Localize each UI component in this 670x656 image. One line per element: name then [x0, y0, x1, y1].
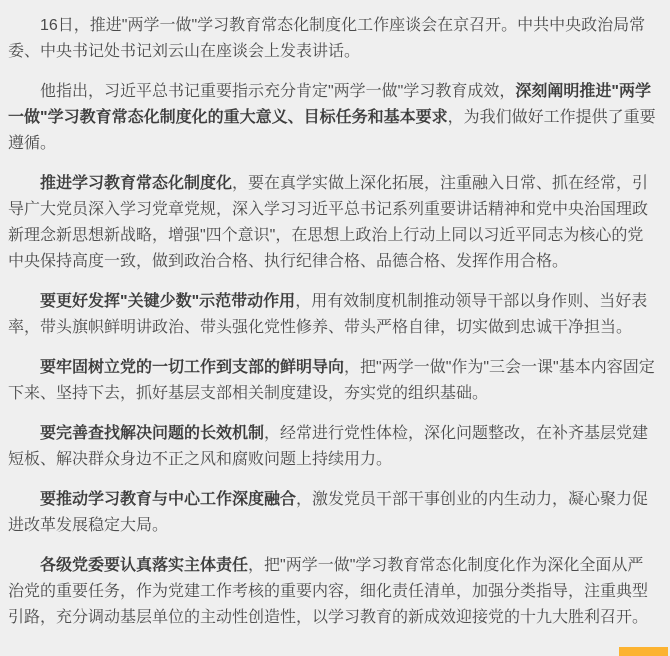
paragraph-text: ，把"两学一做"作为"三会一课"基本内容固定下来、坚持下去，抓好基层支部相关制度建设，夯实党的组织基础。	[8, 359, 655, 402]
paragraph-text: ，要在真学实做上深化拓展，注重融入日常、抓在经常，引导广大党员深入学习党章党规，深入学习习近平总书记系列重要讲话精神和党中央治国理政新理念新思想新战略，增强"四个意识"，在思想上政治上行动上同以习近平同志为核心的党中央保持高度一致，做到政治合格、执行纪律合格、品德合格、发挥作用合格。	[8, 175, 649, 270]
paragraph-lead-bold: 各级党委要认真落实主体责任	[40, 557, 249, 574]
paragraph-lead-bold: 深刻阐明推进"两学一做"学习教育常态化制度化的重大意义、目标任务和基本要求	[8, 83, 651, 126]
paragraph	[8, 171, 658, 275]
paragraph	[8, 421, 658, 473]
paragraph-lead-bold: 要完善查找解决问题的长效机制	[40, 425, 265, 442]
paragraph	[8, 13, 658, 65]
paragraph-text: ，把"两学一做"学习教育常态化制度化作为深化全面从严治党的重要任务，作为党建工作考核的重要内容，细化责任清单，加强分类指导，注重典型引路，充分调动基层单位的主动性创造性，以学习教育的新成效迎接党的十九大胜利召开。	[8, 557, 649, 626]
paragraph-lead-bold: 推进学习教育常态化制度化	[40, 175, 233, 192]
paragraph-lead-bold: 要牢固树立党的一切工作到支部的鲜明导向	[40, 359, 345, 376]
paragraph	[8, 553, 658, 631]
paragraph-text: ，经常进行党性体检，深化问题整改，在补齐基层党建短板、解决群众身边不正之风和腐败问题上持续用力。	[8, 425, 649, 468]
paragraph-text: 16日，推进"两学一做"学习教育常态化制度化工作座谈会在京召开。中共中央政治局常委、中央书记处书记刘云山在座谈会上发表讲话。	[8, 17, 646, 60]
paragraph	[8, 355, 658, 407]
paragraph-text: ，为我们做好工作提供了重要遵循。	[8, 109, 656, 152]
paragraph-text: ，用有效制度机制推动领导干部以身作则、当好表率，带头旗帜鲜明讲政治、带头强化党性修养、带头严格自律，切实做到忠诚干净担当。	[8, 293, 648, 336]
paragraph	[8, 79, 658, 157]
paragraph	[8, 289, 658, 341]
bottom-accent-bar	[619, 647, 668, 656]
paragraph-lead-bold: 要推动学习教育与中心工作深度融合	[40, 491, 297, 508]
paragraph-text: 他指出，习近平总书记重要指示充分肯定"两学一做"学习教育成效，	[40, 83, 516, 100]
paragraph-text: ，激发党员干部干事创业的内生动力，凝心聚力促进改革发展稳定大局。	[8, 491, 649, 534]
paragraph	[8, 487, 658, 539]
paragraph-lead-bold: 要更好发挥"关键少数"示范带动作用	[40, 293, 296, 310]
